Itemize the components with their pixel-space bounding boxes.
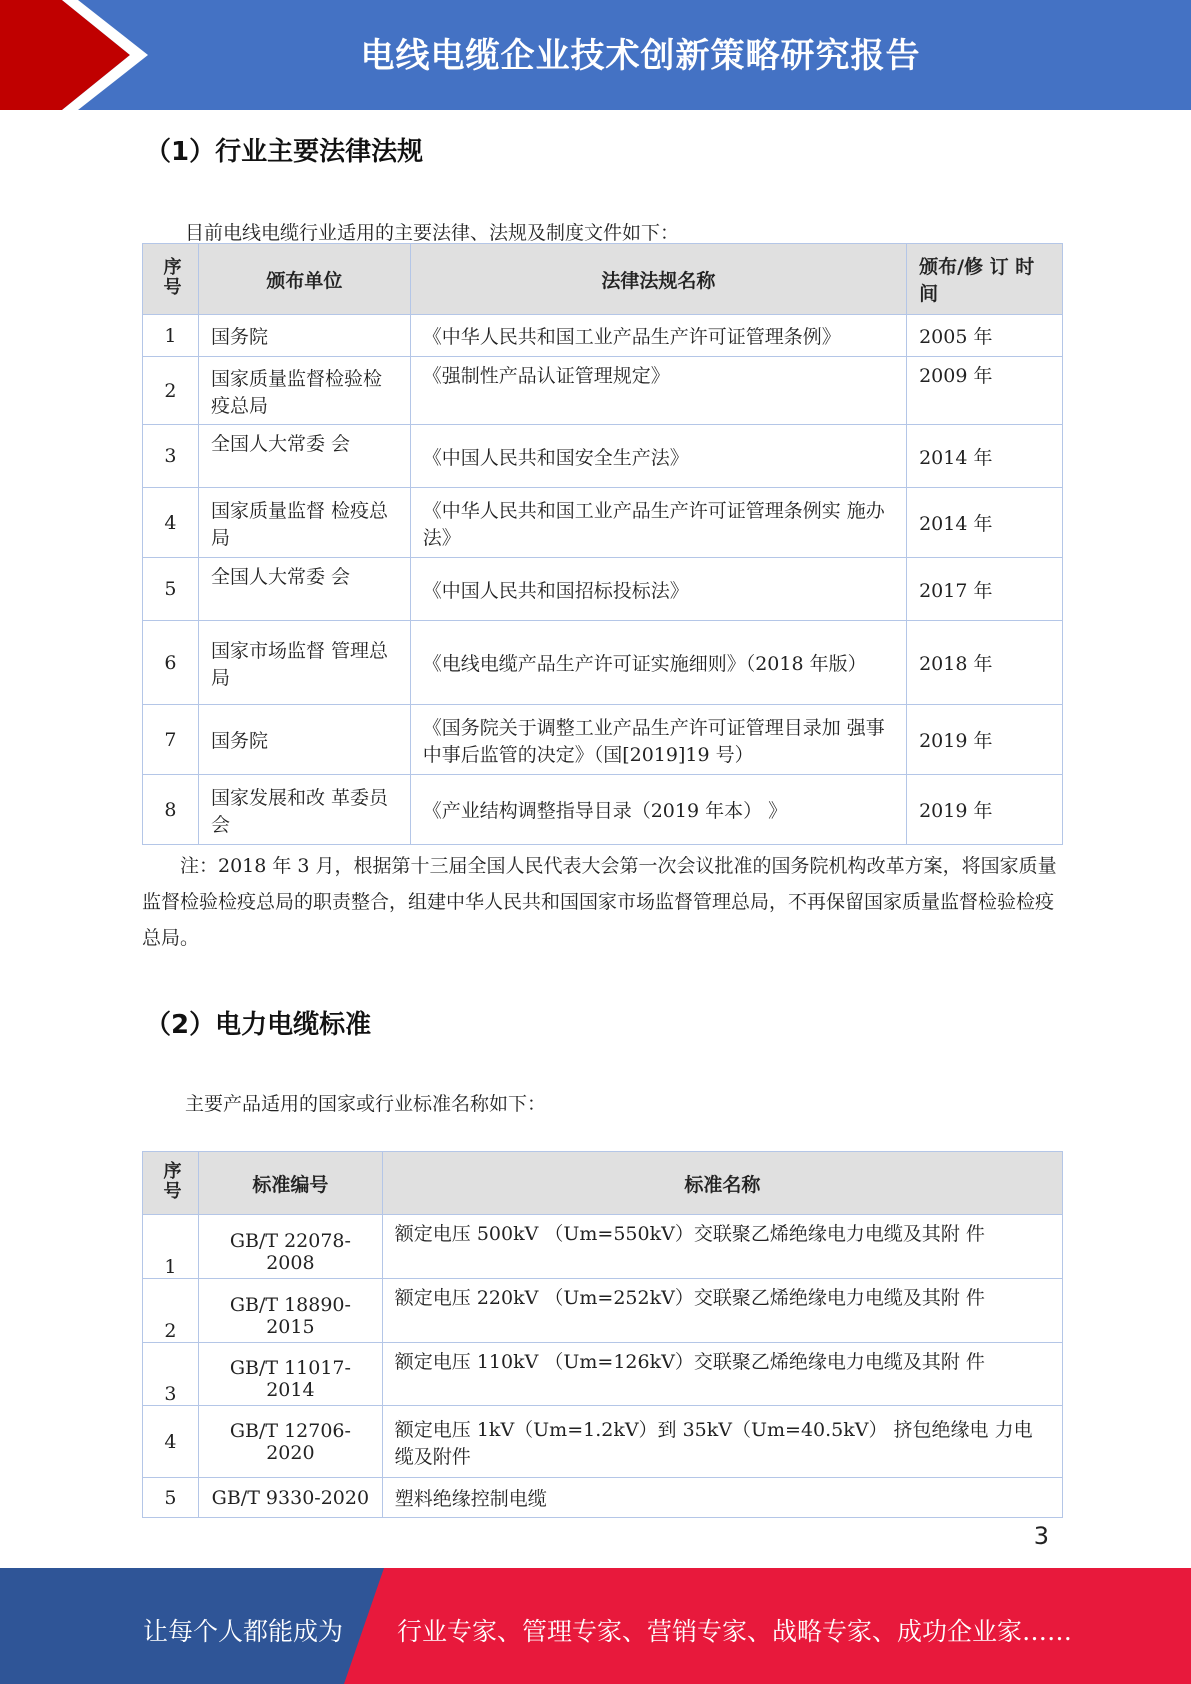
table-row: 4 国家质量监督 检疫总局 《中华人民共和国工业产品生产许可证管理条例实 施办法》 2014 年 — [143, 488, 1063, 558]
table-row: 1 GB/T 22078-2008 额定电压 500kV （Um=550kV）交联聚乙烯绝缘电力电缆及其附 件 — [143, 1215, 1063, 1279]
table-row: 3 GB/T 11017-2014 额定电压 110kV （Um=126kV）交联聚乙烯绝缘电力电缆及其附 件 — [143, 1343, 1063, 1406]
table-row: 5 全国人大常委 会 《中国人民共和国招标投标法》 2017 年 — [143, 558, 1063, 621]
section1-intro: 目前电线电缆行业适用的主要法律、法规及制度文件如下： — [185, 222, 680, 244]
col-date: 颁布/修 订 时间 — [907, 244, 1063, 315]
table-row: 2 GB/T 18890-2015 额定电压 220kV （Um=252kV）交联聚乙烯绝缘电力电缆及其附 件 — [143, 1279, 1063, 1343]
page-header — [0, 0, 1191, 110]
section2-intro: 主要产品适用的国家或行业标准名称如下： — [185, 1093, 547, 1115]
col-seq: 序号 — [143, 244, 199, 315]
col-name: 标准名称 — [382, 1152, 1062, 1215]
table-row: 5 GB/T 9330-2020 塑料绝缘控制电缆 — [143, 1478, 1063, 1518]
standards-table — [142, 1151, 1063, 1518]
col-name: 法律法规名称 — [410, 244, 906, 315]
table-row: 7 国务院 《国务院关于调整工业产品生产许可证管理目录加 强事中事后监管的决定》（国[2019]19 号） 2019 年 — [143, 705, 1063, 775]
page-footer — [0, 1568, 1191, 1684]
standards-table-header — [143, 1152, 1063, 1215]
table-row: 1 国务院 《中华人民共和国工业产品生产许可证管理条例》 2005 年 — [143, 315, 1063, 357]
footer-slogan-right: 行业专家、管理专家、营销专家、战略专家、成功企业家…… — [397, 1617, 1073, 1646]
table-row: 2 国家质量监督检验检疫总局 《强制性产品认证管理规定》 2009 年 — [143, 357, 1063, 425]
col-code: 标准编号 — [198, 1152, 382, 1215]
section1-heading: （1）行业主要法律法规 — [145, 137, 424, 167]
footer-slogan-left: 让每个人都能成为 — [143, 1617, 344, 1646]
table-row: 4 GB/T 12706-2020 额定电压 1kV（Um=1.2kV）到 35kV（Um=40.5kV） 挤包绝缘电 力电缆及附件 — [143, 1406, 1063, 1478]
laws-table-header — [143, 244, 1063, 315]
table-row: 6 国家市场监督 管理总局 《电线电缆产品生产许可证实施细则》（2018 年版） 2018 年 — [143, 621, 1063, 705]
laws-table — [142, 243, 1063, 845]
page-number: 3 — [1033, 1522, 1049, 1550]
col-unit: 颁布单位 — [198, 244, 410, 315]
col-seq: 序号 — [143, 1152, 199, 1215]
table-row: 3 全国人大常委 会 《中国人民共和国安全生产法》 2014 年 — [143, 425, 1063, 488]
table-row: 8 国家发展和改 革委员会 《产业结构调整指导目录（2019 年本） 》 2019 年 — [143, 775, 1063, 845]
section2-heading: （2）电力电缆标准 — [145, 1010, 372, 1040]
note-paragraph: 注：2018 年 3 月，根据第十三届全国人民代表大会第一次会议批准的国务院机构改革方案，将国家质量监督检验检疫总局的职责整合，组建中华人民共和国国家市场监督管理总局，不再保留国家质量监督检验检疫总局。 — [142, 855, 1057, 949]
report-title: 电线电缆企业技术创新策略研究报告 — [360, 36, 921, 76]
